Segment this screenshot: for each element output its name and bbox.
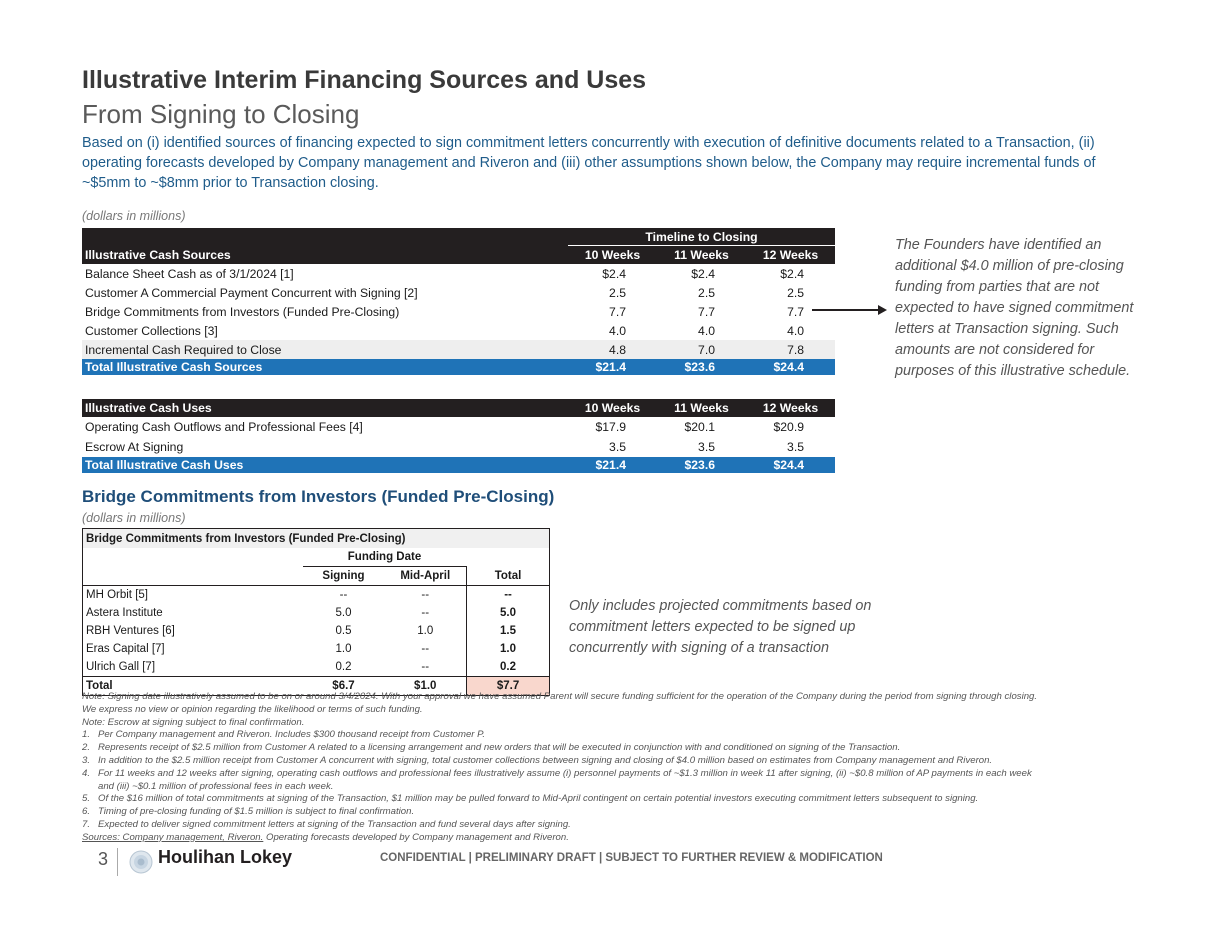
column-header: Mid-April (385, 567, 467, 586)
cell-value: 3.5 (787, 440, 804, 454)
column-header: 11 Weeks (657, 399, 746, 417)
cell-value: $20.1 (684, 420, 715, 434)
bridge-table-title-row (83, 529, 550, 549)
cell-value: $2.4 (602, 266, 626, 281)
cell-value: 4.0 (787, 323, 805, 338)
investor-name: Eras Capital [7] (86, 643, 165, 655)
cell-value: $2.4 (780, 266, 805, 281)
page-number: 3 (98, 849, 109, 869)
column-header: 10 Weeks (568, 246, 657, 264)
cash-sources-table (82, 228, 835, 375)
footnote-item: and (iii) ~$0.1 million of professional fees in each week. (98, 780, 334, 792)
uses-total-row (82, 457, 835, 473)
page-title: Illustrative Interim Financing Sources and Uses (82, 66, 647, 94)
footnote-item: 5. Of the $16 million of total commitments at signing of the Transaction, $1 million may be pulled forward to Mid-April contingent on certain potential investors executing commitment letters subsequent to signing. (82, 793, 979, 805)
confidential-label: CONFIDENTIAL | PRELIMINARY DRAFT | SUBJECT TO FURTHER REVIEW & MODIFICATION (380, 852, 883, 864)
timeline-header: Timeline to Closing (568, 228, 835, 246)
investor-name: RBH Ventures [6] (86, 625, 175, 637)
uses-header: Illustrative Cash Uses (82, 399, 568, 417)
funding-date-row (83, 548, 550, 567)
row-label: Customer Collections [3] (85, 323, 218, 338)
cell-value: 3.5 (698, 440, 715, 454)
table-row (83, 658, 550, 677)
investor-name: MH Orbit [5] (86, 589, 148, 601)
row-label: Bridge Commitments from Investors (Funded Pre-Closing) (85, 304, 400, 319)
cell-value: 7.0 (657, 340, 746, 359)
cell-value: $7.7 (467, 677, 550, 696)
row-label: Total (83, 677, 303, 696)
bridge-table-title: Bridge Commitments from Investors (Funded Pre-Closing) (83, 529, 550, 549)
cell-value: 4.8 (568, 340, 657, 359)
table-row (83, 586, 550, 605)
cell-value: $24.4 (746, 457, 835, 473)
cell-value: $2.4 (691, 266, 715, 281)
footnote-item: 1. Per Company management and Riveron. Includes $300 thousand receipt from Customer P. (82, 729, 485, 741)
footnotes (82, 691, 1142, 845)
cell-value: 5.0 (335, 607, 352, 619)
column-header: 12 Weeks (746, 246, 835, 264)
cell-value: 0.2 (335, 661, 352, 673)
funding-date-header: Funding Date (303, 548, 467, 567)
founders-side-note: The Founders have identified an additional $4.0 million of pre-closing funding from parties that are not expected to have signed commitment letters at Transaction signing. Such amounts are not considered for purposes of this illustrative schedule. (895, 237, 1134, 379)
table-row (83, 640, 550, 658)
cell-value: $21.4 (568, 457, 657, 473)
cell-value: 7.7 (698, 304, 715, 319)
cash-uses-table (82, 399, 835, 473)
arrow-right-icon (812, 304, 888, 316)
row-label: Total Illustrative Cash Sources (82, 359, 568, 375)
table-row (82, 321, 835, 340)
cell-value: 2.5 (609, 285, 626, 300)
table-row (82, 340, 835, 359)
cell-value: -- (421, 661, 430, 673)
sources-total-row (82, 359, 835, 375)
units-label: (dollars in millions) (82, 209, 186, 223)
cell-value: $21.4 (568, 359, 657, 375)
cell-value: $1.0 (385, 677, 467, 696)
footnote-note: Note: Signing date illustratively assumed to be on or around 3/4/2024. With your approval we have assumed Parent will secure funding sufficient for the operation of the Company during the period from signing through closing. (82, 691, 1038, 702)
cell-value: 4.0 (609, 323, 626, 338)
cell-value: -- (421, 643, 430, 655)
column-header: 12 Weeks (746, 399, 835, 417)
bridge-columns-row (83, 567, 550, 586)
row-label: Total Illustrative Cash Uses (82, 457, 568, 473)
bridge-units-label: (dollars in millions) (82, 511, 186, 525)
row-label: Incremental Cash Required to Close (82, 340, 568, 359)
sources-header: Illustrative Cash Sources (82, 246, 568, 264)
row-label: Balance Sheet Cash as of 3/1/2024 [1] (85, 266, 294, 281)
footnote-item: 3. In addition to the $2.5 million receipt from Customer A concurrent with signing, total customer collections between signing and closing of $4.0 million based on estimates from Company management and Riveron. (82, 754, 993, 766)
cell-value: $6.7 (303, 677, 385, 696)
sources-line: Sources: Company management, Riveron. Operating forecasts developed by Company management and Riveron. (82, 831, 569, 843)
cell-value: 1.0 (335, 643, 352, 655)
bridge-section-heading: Bridge Commitments from Investors (Funded Pre-Closing) (82, 487, 555, 506)
column-header: Signing (303, 567, 385, 586)
brand-name: Houlihan Lokey (158, 847, 293, 867)
cell-value: -- (467, 586, 550, 605)
cell-value: -- (339, 589, 348, 601)
row-label: Operating Cash Outflows and Professional Fees [4] (85, 420, 363, 434)
bridge-commitments-table (82, 528, 550, 696)
cell-value: 7.7 (609, 304, 626, 319)
cell-value: $23.6 (657, 457, 746, 473)
cell-value: $23.6 (657, 359, 746, 375)
footnote-item: 4. For 11 weeks and 12 weeks after signing, operating cash outflows and professional fees illustratively assume (i) personnel payments of ~$1.3 million in week 11 after signing, (ii) ~$0.8 million of AP payments in each week (82, 767, 1032, 779)
cell-value: $17.9 (595, 420, 626, 434)
table-row (82, 417, 835, 437)
page-subtitle: From Signing to Closing (82, 99, 360, 129)
cell-value: 3.5 (609, 440, 626, 454)
cell-value: 0.2 (467, 658, 550, 677)
footnote-note: Note: Escrow at signing subject to final confirmation. (82, 716, 305, 728)
table-row (83, 604, 550, 622)
footnote-note: We express no view or opinion regarding the likelihood or terms of such funding. (82, 703, 423, 715)
column-header: 11 Weeks (657, 246, 746, 264)
table-row (82, 264, 835, 283)
bridge-note: Only includes projected commitments based on commitment letters expected to be signed up concurrently with signing of a transaction (569, 598, 872, 656)
row-label: Escrow At Signing (85, 440, 184, 454)
cell-value: $20.9 (773, 420, 804, 434)
cell-value: 1.0 (467, 640, 550, 658)
column-header: 10 Weeks (568, 399, 657, 417)
sources-header-row (82, 246, 835, 264)
table-row (82, 302, 835, 321)
table-row (82, 437, 835, 457)
investor-name: Ulrich Gall [7] (86, 661, 156, 673)
timeline-header-row (82, 228, 835, 246)
row-label: Customer A Commercial Payment Concurrent with Signing [2] (85, 285, 418, 300)
footer-divider (117, 848, 118, 876)
cell-value: 2.5 (698, 285, 715, 300)
cell-value: -- (421, 607, 430, 619)
uses-header-row (82, 399, 835, 417)
cell-value: $24.4 (746, 359, 835, 375)
table-row (82, 283, 835, 302)
cell-value: 2.5 (787, 285, 805, 300)
table-row (83, 622, 550, 640)
company-logo-icon (129, 850, 153, 874)
cell-value: 4.0 (698, 323, 715, 338)
column-header: Total (467, 567, 550, 586)
footnote-item: 6. Timing of pre-closing funding of $1.5 million is subject to final confirmation. (82, 806, 415, 818)
cell-value: -- (421, 589, 430, 601)
investor-name: Astera Institute (86, 607, 163, 619)
intro-paragraph: Based on (i) identified sources of financing expected to sign commitment letters concurrently with execution of definitive documents related to a Transaction, (ii) operating forecasts developed by Company management and Riveron and (iii) other assumptions shown below, the Company may require incremental funds of ~$5mm to ~$8mm prior to Transaction closing. (82, 135, 1096, 191)
cell-value: 1.0 (417, 625, 434, 637)
footnote-item: 2. Represents receipt of $2.5 million from Customer A related to a licensing arrangement and new orders that will be executed in conjunction with and conditioned on signing of the Transaction. (82, 742, 901, 754)
cell-value: 1.5 (467, 622, 550, 640)
cell-value: 7.8 (746, 340, 835, 359)
cell-value: 0.5 (335, 625, 352, 637)
cell-value: 7.7 (787, 304, 805, 319)
cell-value: 5.0 (467, 604, 550, 622)
footnote-item: 7. Expected to deliver signed commitment letters at signing of the Transaction and fund several days after signing. (82, 818, 571, 830)
